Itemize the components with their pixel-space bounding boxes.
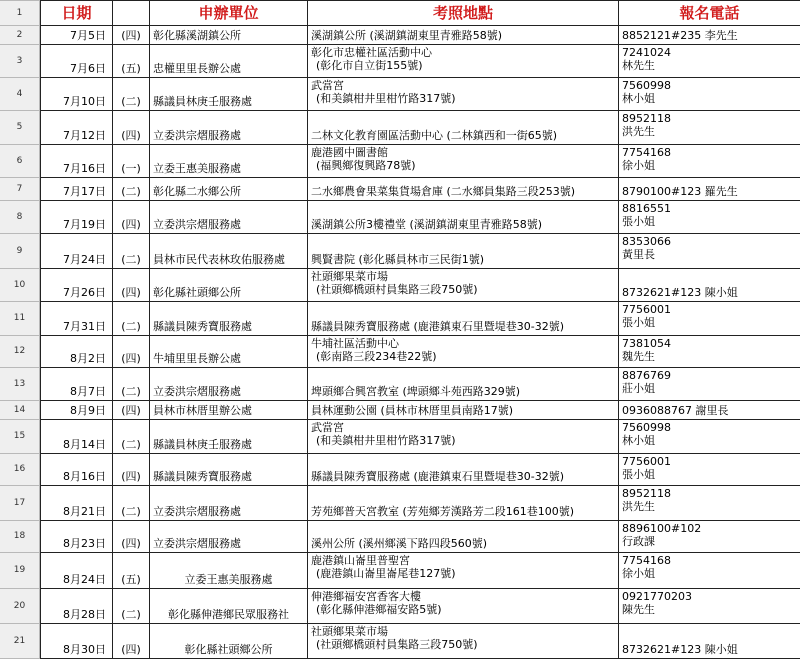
table-row bbox=[0, 26, 800, 45]
organizer-cell[interactable] bbox=[150, 521, 308, 553]
location-line-1: 埤頭鄉合興宮教室 (埤頭鄉斗苑西路329號) bbox=[311, 385, 521, 398]
location-line-1: 溪州公所 (溪州鄉溪下路四段560號) bbox=[311, 537, 488, 550]
location-line-1: 鹿港國中圖書館 bbox=[311, 146, 388, 159]
row-number[interactable] bbox=[0, 78, 40, 111]
date-value: 7月5日 bbox=[70, 29, 106, 42]
organizer-cell[interactable] bbox=[150, 78, 308, 111]
phone-cell[interactable] bbox=[619, 401, 800, 420]
organizer-cell[interactable] bbox=[150, 401, 308, 420]
location-cell[interactable] bbox=[308, 234, 619, 269]
row-number-label: 18 bbox=[13, 531, 26, 541]
table-row bbox=[0, 111, 800, 145]
weekday-value: (四) bbox=[121, 643, 141, 656]
phone-line-2: 洪先生 bbox=[622, 125, 655, 138]
table-row bbox=[0, 201, 800, 234]
location-line-1: 縣議員陳秀寶服務處 (鹿港鎮東石里暨堤巷30-32號) bbox=[311, 470, 565, 483]
row-number[interactable] bbox=[0, 201, 40, 234]
weekday-value: (二) bbox=[121, 253, 141, 266]
location-line-1: 牛埔社區活動中心 bbox=[311, 337, 399, 350]
phone-line-2: 林先生 bbox=[622, 59, 655, 72]
organizer-cell[interactable] bbox=[150, 486, 308, 521]
location-line-1: 武當宮 bbox=[311, 79, 344, 92]
organizer-cell[interactable] bbox=[150, 420, 308, 454]
location-line-1: 武當宮 bbox=[311, 421, 344, 434]
date-cell[interactable] bbox=[40, 45, 113, 78]
phone-line-2: 徐小姐 bbox=[622, 159, 655, 172]
organizer-value: 縣議員林庚壬服務處 bbox=[153, 95, 252, 108]
phone-line-2: 張小姐 bbox=[622, 316, 655, 329]
location-cell[interactable] bbox=[308, 336, 619, 368]
phone-line-1: 8852121#235 李先生 bbox=[622, 29, 738, 42]
location-line-2: (和美鎮柑井里柑竹路317號) bbox=[316, 92, 456, 105]
phone-line-1: 8952118 bbox=[622, 487, 671, 500]
location-cell[interactable] bbox=[308, 486, 619, 521]
phone-line-1: 8952118 bbox=[622, 112, 671, 125]
organizer-cell[interactable] bbox=[150, 234, 308, 269]
table-row bbox=[0, 589, 800, 624]
location-cell[interactable] bbox=[308, 45, 619, 78]
organizer-cell[interactable] bbox=[150, 302, 308, 336]
location-line-1: 社頭鄉果菜市場 bbox=[311, 270, 388, 283]
phone-line-1: 8790100#123 羅先生 bbox=[622, 185, 738, 198]
phone-line-2: 張小姐 bbox=[622, 468, 655, 481]
row-number-label: 3 bbox=[16, 55, 23, 66]
table-row bbox=[0, 420, 800, 454]
row-number[interactable] bbox=[0, 553, 40, 589]
phone-line-1: 8876769 bbox=[622, 369, 671, 382]
row-number[interactable] bbox=[0, 420, 40, 454]
date-cell[interactable] bbox=[40, 26, 113, 45]
weekday-cell[interactable] bbox=[113, 624, 150, 659]
location-line-1: 員林運動公園 (員林市林厝里員南路17號) bbox=[311, 404, 514, 417]
location-cell[interactable] bbox=[308, 401, 619, 420]
date-value: 7月6日 bbox=[70, 62, 106, 75]
weekday-value: (五) bbox=[121, 62, 141, 75]
weekday-cell[interactable] bbox=[113, 401, 150, 420]
row-number-label: 14 bbox=[13, 404, 26, 415]
date-cell[interactable] bbox=[40, 454, 113, 486]
date-value: 8月23日 bbox=[63, 537, 106, 550]
location-line-1: 伸港鄉福安宮香客大樓 bbox=[311, 590, 421, 603]
date-cell[interactable] bbox=[40, 336, 113, 368]
date-value: 7月31日 bbox=[63, 320, 106, 333]
organizer-value: 立委王惠美服務處 bbox=[153, 162, 241, 175]
date-cell[interactable] bbox=[40, 521, 113, 553]
row-number-label: 19 bbox=[13, 565, 26, 575]
location-line-1: 溪湖鎮公所3樓禮堂 (溪湖鎮湖東里青雅路58號) bbox=[311, 218, 543, 231]
date-value: 8月9日 bbox=[70, 404, 106, 417]
table-row bbox=[0, 624, 800, 659]
phone-line-2: 洪先生 bbox=[622, 500, 655, 513]
phone-line-2: 林小姐 bbox=[622, 434, 655, 447]
location-line-1: 縣議員陳秀寶服務處 (鹿港鎮東石里暨堤巷30-32號) bbox=[311, 320, 565, 333]
organizer-value: 立委王惠美服務處 bbox=[184, 573, 273, 586]
date-value: 8月7日 bbox=[70, 385, 106, 398]
date-value: 8月24日 bbox=[63, 573, 106, 586]
organizer-value: 彰化縣二水鄉公所 bbox=[153, 185, 241, 198]
location-line-1: 興賢書院 (彰化縣員林市三民街1號) bbox=[311, 253, 485, 266]
row-number[interactable] bbox=[0, 234, 40, 269]
date-value: 7月10日 bbox=[63, 95, 106, 108]
date-cell[interactable] bbox=[40, 420, 113, 454]
table-row bbox=[0, 521, 800, 553]
location-cell[interactable] bbox=[308, 201, 619, 234]
weekday-value: (四) bbox=[121, 404, 141, 417]
date-cell[interactable] bbox=[40, 624, 113, 659]
phone-cell[interactable] bbox=[619, 553, 800, 589]
organizer-cell[interactable] bbox=[150, 368, 308, 401]
header-row bbox=[0, 0, 800, 26]
organizer-cell[interactable] bbox=[150, 624, 308, 659]
organizer-value: 彰化縣伸港鄉民眾服務社 bbox=[168, 608, 289, 621]
phone-line-1: 8896100#102 bbox=[622, 522, 702, 535]
organizer-value: 立委洪宗熠服務處 bbox=[153, 385, 241, 398]
organizer-value: 縣議員陳秀寶服務處 bbox=[153, 320, 252, 333]
date-cell[interactable] bbox=[40, 178, 113, 201]
organizer-value: 員林市民代表林玫佑服務處 bbox=[153, 253, 285, 266]
row-number[interactable]: 1 bbox=[0, 0, 40, 26]
weekday-value: (二) bbox=[121, 608, 141, 621]
date-value: 8月28日 bbox=[63, 608, 106, 621]
row-number[interactable] bbox=[0, 454, 40, 486]
organizer-value: 牛埔里里長辦公處 bbox=[153, 352, 241, 365]
organizer-cell[interactable] bbox=[150, 26, 308, 45]
phone-cell[interactable] bbox=[619, 234, 800, 269]
weekday-value: (五) bbox=[121, 573, 141, 586]
location-cell[interactable] bbox=[308, 78, 619, 111]
row-number[interactable] bbox=[0, 302, 40, 336]
organizer-value: 彰化縣社頭鄉公所 bbox=[153, 286, 241, 299]
organizer-cell[interactable] bbox=[150, 45, 308, 78]
table-row bbox=[0, 553, 800, 589]
organizer-cell[interactable] bbox=[150, 454, 308, 486]
weekday-value: (四) bbox=[121, 352, 141, 365]
row-number-label: 8 bbox=[16, 211, 23, 222]
weekday-cell[interactable] bbox=[113, 201, 150, 234]
phone-line-2: 魏先生 bbox=[622, 350, 655, 363]
phone-cell[interactable] bbox=[619, 454, 800, 486]
location-cell[interactable] bbox=[308, 454, 619, 486]
phone-line-2: 莊小姐 bbox=[622, 382, 655, 395]
phone-cell[interactable] bbox=[619, 486, 800, 521]
weekday-value: (二) bbox=[121, 95, 141, 108]
location-line-2: (福興鄉復興路78號) bbox=[316, 159, 416, 172]
weekday-cell[interactable] bbox=[113, 269, 150, 302]
weekday-cell[interactable] bbox=[113, 553, 150, 589]
weekday-cell[interactable] bbox=[113, 454, 150, 486]
phone-cell[interactable] bbox=[619, 624, 800, 659]
organizer-cell[interactable] bbox=[150, 178, 308, 201]
weekday-cell[interactable] bbox=[113, 45, 150, 78]
date-value: 8月21日 bbox=[63, 505, 106, 518]
location-line-1: 二水鄉農會果菜集貨場倉庫 (二水鄉員集路三段253號) bbox=[311, 185, 576, 198]
phone-line-1: 0921770203 bbox=[622, 590, 692, 603]
weekday-cell[interactable] bbox=[113, 145, 150, 178]
location-line-1: 社頭鄉果菜市場 bbox=[311, 625, 388, 638]
weekday-cell[interactable] bbox=[113, 589, 150, 624]
organizer-value: 縣議員陳秀寶服務處 bbox=[153, 470, 252, 483]
row-number-label: 13 bbox=[13, 378, 26, 389]
location-cell[interactable] bbox=[308, 302, 619, 336]
row-number-label: 17 bbox=[13, 497, 26, 508]
weekday-cell[interactable] bbox=[113, 420, 150, 454]
weekday-value: (二) bbox=[121, 320, 141, 333]
row-number[interactable] bbox=[0, 336, 40, 368]
phone-cell[interactable] bbox=[619, 521, 800, 553]
phone-line-1: 0936088767 謝里長 bbox=[622, 404, 729, 417]
date-cell[interactable] bbox=[40, 111, 113, 145]
row-number-label: 21 bbox=[13, 635, 26, 646]
row-number[interactable] bbox=[0, 269, 40, 302]
table-row bbox=[0, 454, 800, 486]
table-row bbox=[0, 269, 800, 302]
date-cell[interactable] bbox=[40, 145, 113, 178]
phone-cell[interactable] bbox=[619, 201, 800, 234]
table-row bbox=[0, 486, 800, 521]
location-line-1: 二林文化教育園區活動中心 (二林鎮西和一街65號) bbox=[311, 129, 558, 142]
row-number-label: 4 bbox=[16, 88, 23, 99]
row-number-label: 10 bbox=[13, 279, 26, 290]
row-number[interactable] bbox=[0, 145, 40, 178]
phone-line-1: 8732621#123 陳小姐 bbox=[622, 643, 738, 656]
row-number-label: 2 bbox=[16, 29, 23, 40]
phone-line-1: 7756001 bbox=[622, 303, 671, 316]
phone-cell[interactable] bbox=[619, 336, 800, 368]
weekday-cell[interactable] bbox=[113, 111, 150, 145]
row-number-label: 12 bbox=[13, 346, 26, 356]
date-cell[interactable] bbox=[40, 201, 113, 234]
location-line-2: (和美鎮柑井里柑竹路317號) bbox=[316, 434, 456, 447]
organizer-value: 立委洪宗熠服務處 bbox=[153, 218, 241, 231]
phone-line-1: 7381054 bbox=[622, 337, 671, 350]
location-line-1: 鹿港鎮山崙里普聖宮 bbox=[311, 554, 410, 567]
location-line-2: (社頭鄉橋頭村員集路三段750號) bbox=[316, 638, 478, 651]
organizer-cell[interactable] bbox=[150, 336, 308, 368]
phone-line-1: 7756001 bbox=[622, 455, 671, 468]
date-cell[interactable] bbox=[40, 269, 113, 302]
row-number[interactable] bbox=[0, 45, 40, 78]
table-row bbox=[0, 302, 800, 336]
row-number[interactable] bbox=[0, 178, 40, 201]
date-cell[interactable] bbox=[40, 78, 113, 111]
organizer-value: 縣議員林庚壬服務處 bbox=[153, 438, 252, 451]
row-number-label: 6 bbox=[16, 155, 23, 166]
row-number[interactable] bbox=[0, 486, 40, 521]
row-number-label: 7 bbox=[16, 183, 23, 194]
organizer-cell[interactable] bbox=[150, 589, 308, 624]
phone-cell[interactable] bbox=[619, 368, 800, 401]
table-row bbox=[0, 78, 800, 111]
location-cell[interactable] bbox=[308, 368, 619, 401]
location-cell[interactable] bbox=[308, 269, 619, 302]
location-line-2: (彰南路三段234巷22號) bbox=[316, 350, 437, 363]
date-value: 8月30日 bbox=[63, 643, 106, 656]
weekday-value: (二) bbox=[121, 438, 141, 451]
phone-line-1: 7241024 bbox=[622, 46, 671, 59]
date-cell[interactable] bbox=[40, 486, 113, 521]
row-number[interactable] bbox=[0, 26, 40, 45]
header-phone[interactable]: 報名電話 bbox=[619, 0, 800, 26]
date-value: 8月2日 bbox=[70, 352, 106, 365]
phone-cell[interactable] bbox=[619, 302, 800, 336]
location-line-2: (鹿港鎮山崙里崙尾巷127號) bbox=[316, 567, 456, 580]
organizer-cell[interactable] bbox=[150, 145, 308, 178]
location-line-2: (社頭鄉橋頭村員集路三段750號) bbox=[316, 283, 478, 296]
weekday-value: (一) bbox=[121, 162, 141, 175]
row-number[interactable] bbox=[0, 589, 40, 624]
header-location[interactable]: 考照地點 bbox=[308, 0, 619, 26]
phone-cell[interactable] bbox=[619, 589, 800, 624]
organizer-cell[interactable] bbox=[150, 111, 308, 145]
date-value: 7月16日 bbox=[63, 162, 106, 175]
location-line-2: (彰化市自立街155號) bbox=[316, 59, 423, 72]
location-cell[interactable] bbox=[308, 420, 619, 454]
location-cell[interactable] bbox=[308, 145, 619, 178]
organizer-value: 員林市林厝里辦公處 bbox=[153, 404, 252, 417]
date-cell[interactable] bbox=[40, 302, 113, 336]
weekday-cell[interactable] bbox=[113, 234, 150, 269]
weekday-value: (四) bbox=[121, 129, 141, 142]
phone-line-2: 黃里長 bbox=[622, 248, 655, 261]
weekday-cell[interactable] bbox=[113, 78, 150, 111]
weekday-cell[interactable] bbox=[113, 336, 150, 368]
date-value: 7月26日 bbox=[63, 286, 106, 299]
phone-line-1: 7754168 bbox=[622, 146, 671, 159]
organizer-value: 立委洪宗熠服務處 bbox=[153, 129, 241, 142]
row-number[interactable] bbox=[0, 401, 40, 420]
header-weekday[interactable] bbox=[113, 0, 150, 26]
table-row bbox=[0, 45, 800, 78]
phone-line-2: 行政課 bbox=[622, 535, 655, 548]
weekday-value: (二) bbox=[121, 185, 141, 198]
phone-cell[interactable] bbox=[619, 145, 800, 178]
location-line-1: 彰化市忠權社區活動中心 bbox=[311, 46, 432, 59]
weekday-value: (二) bbox=[121, 505, 141, 518]
date-value: 7月19日 bbox=[63, 218, 106, 231]
phone-cell[interactable] bbox=[619, 26, 800, 45]
weekday-value: (四) bbox=[121, 470, 141, 483]
organizer-cell[interactable] bbox=[150, 269, 308, 302]
table-row bbox=[0, 368, 800, 401]
organizer-value: 彰化縣溪湖鎮公所 bbox=[153, 29, 241, 42]
table-row bbox=[0, 336, 800, 368]
date-cell[interactable] bbox=[40, 553, 113, 589]
phone-line-2: 徐小姐 bbox=[622, 567, 655, 580]
header-organizer[interactable]: 申辦單位 bbox=[150, 0, 308, 26]
location-cell[interactable] bbox=[308, 178, 619, 201]
row-number-label: 9 bbox=[16, 245, 23, 256]
weekday-value: (四) bbox=[121, 286, 141, 299]
row-number[interactable] bbox=[0, 624, 40, 659]
phone-cell[interactable] bbox=[619, 420, 800, 454]
organizer-cell[interactable] bbox=[150, 553, 308, 589]
row-number-label: 5 bbox=[16, 122, 23, 132]
phone-line-2: 陳先生 bbox=[622, 603, 655, 616]
row-number-label: 15 bbox=[13, 431, 26, 441]
weekday-value: (四) bbox=[121, 218, 141, 231]
row-number-label: 16 bbox=[13, 464, 26, 474]
phone-line-1: 7560998 bbox=[622, 421, 671, 434]
phone-cell[interactable] bbox=[619, 78, 800, 111]
location-cell[interactable] bbox=[308, 553, 619, 589]
date-value: 7月24日 bbox=[63, 253, 106, 266]
location-cell[interactable] bbox=[308, 521, 619, 553]
date-value: 7月17日 bbox=[63, 185, 106, 198]
table-row bbox=[0, 178, 800, 201]
date-cell[interactable] bbox=[40, 401, 113, 420]
table-row bbox=[0, 145, 800, 178]
weekday-value: (四) bbox=[121, 537, 141, 550]
phone-line-1: 7560998 bbox=[622, 79, 671, 92]
location-cell[interactable] bbox=[308, 589, 619, 624]
date-value: 8月14日 bbox=[63, 438, 106, 451]
weekday-cell[interactable] bbox=[113, 302, 150, 336]
organizer-value: 彰化縣社頭鄉公所 bbox=[184, 643, 273, 656]
weekday-value: (四) bbox=[121, 29, 141, 42]
row-number-label: 11 bbox=[13, 313, 26, 323]
phone-line-1: 8353066 bbox=[622, 235, 671, 248]
row-number[interactable] bbox=[0, 111, 40, 145]
table-row bbox=[0, 401, 800, 420]
weekday-cell[interactable] bbox=[113, 521, 150, 553]
phone-line-1: 7754168 bbox=[622, 554, 671, 567]
date-cell[interactable] bbox=[40, 589, 113, 624]
phone-cell[interactable] bbox=[619, 111, 800, 145]
table-row bbox=[0, 234, 800, 269]
phone-line-2: 林小姐 bbox=[622, 92, 655, 105]
phone-line-2: 張小姐 bbox=[622, 215, 655, 228]
location-cell[interactable] bbox=[308, 111, 619, 145]
date-cell[interactable] bbox=[40, 368, 113, 401]
row-number-label: 20 bbox=[13, 600, 26, 611]
organizer-value: 立委洪宗熠服務處 bbox=[153, 537, 241, 550]
phone-cell[interactable] bbox=[619, 269, 800, 302]
organizer-value: 立委洪宗熠服務處 bbox=[153, 505, 241, 518]
weekday-cell[interactable] bbox=[113, 486, 150, 521]
weekday-cell[interactable] bbox=[113, 178, 150, 201]
row-number[interactable] bbox=[0, 368, 40, 401]
weekday-cell[interactable] bbox=[113, 26, 150, 45]
phone-line-1: 8732621#123 陳小姐 bbox=[622, 286, 738, 299]
location-cell[interactable] bbox=[308, 26, 619, 45]
organizer-cell[interactable] bbox=[150, 201, 308, 234]
location-line-1: 溪湖鎮公所 (溪湖鎮湖東里青雅路58號) bbox=[311, 29, 503, 42]
location-cell[interactable] bbox=[308, 624, 619, 659]
location-line-1: 芳苑鄉普天宮教室 (芳苑鄉芳漢路芳二段161巷100號) bbox=[311, 505, 575, 518]
phone-line-1: 8816551 bbox=[622, 202, 671, 215]
phone-cell[interactable] bbox=[619, 45, 800, 78]
date-cell[interactable] bbox=[40, 234, 113, 269]
date-value: 7月12日 bbox=[63, 129, 106, 142]
row-number[interactable] bbox=[0, 521, 40, 553]
header-date[interactable]: 日期 bbox=[40, 0, 113, 26]
date-value: 8月16日 bbox=[63, 470, 106, 483]
organizer-value: 忠權里里長辦公處 bbox=[153, 62, 241, 75]
phone-cell[interactable] bbox=[619, 178, 800, 201]
weekday-value: (二) bbox=[121, 385, 141, 398]
location-line-2: (彰化縣伸港鄉福安路5號) bbox=[316, 603, 442, 616]
weekday-cell[interactable] bbox=[113, 368, 150, 401]
